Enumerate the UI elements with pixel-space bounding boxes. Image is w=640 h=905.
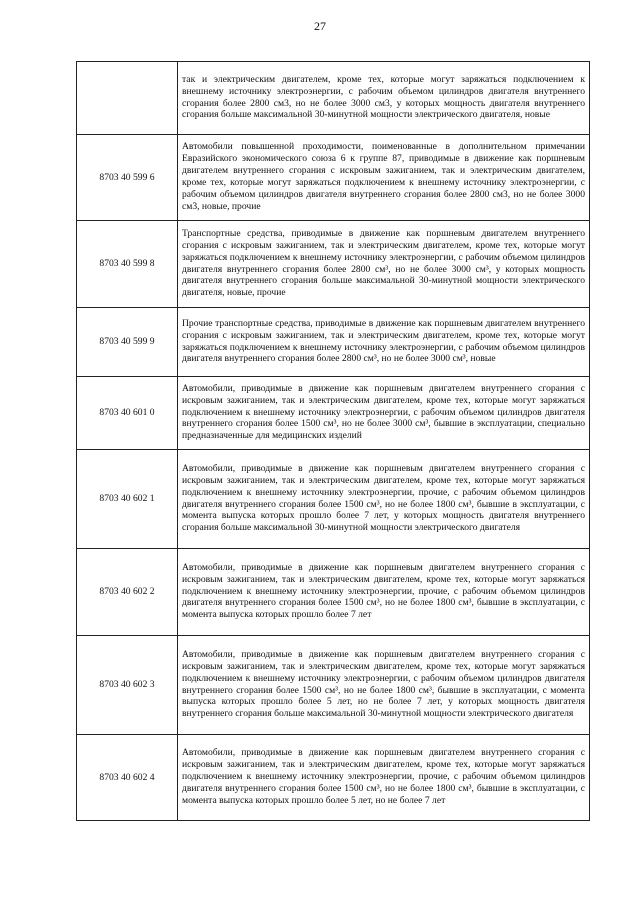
page-number: 27	[314, 19, 326, 33]
tariff-code-cell: 8703 40 602 2	[77, 549, 178, 636]
table-row	[77, 377, 590, 450]
table-row	[77, 135, 590, 221]
tariff-code-cell: 8703 40 599 6	[77, 135, 178, 221]
tariff-code-cell: 8703 40 599 8	[77, 221, 178, 308]
description-cell: Автомобили, приводимые в движение как поршневым двигателем внутреннего сгорания с искровым зажиганием, так и электрическим двигателем, кроме тех, которые могут заряжаться подключением к внешнему источнику электроэнергии, с рабочим объемом цилиндров двигателя внутреннего сгорания более 1500 см³, но не более 1800 см³, бывшие в эксплуатации, с момента выпуска которых прошло более 5 лет, но не более 7 лет, у которых мощность двигателя внутреннего сгорания больше максимальной 30-минутной мощности электрического двигателя	[178, 636, 590, 735]
description-cell: Прочие транспортные средства, приводимые в движение как поршневым двигателем внутреннего сгорания с искровым зажиганием, так и электрическим двигателем, кроме тех, которые могут заряжаться подключением к внешнему источнику электроэнергии, с рабочим объемом цилиндров двигателя внутреннего сгорания более 2800 см³, но не более 3000 см³, новые	[178, 308, 590, 377]
tariff-code-cell: 8703 40 602 4	[77, 735, 178, 821]
tariff-code-cell	[77, 62, 178, 135]
description-cell: Автомобили, приводимые в движение как поршневым двигателем внутреннего сгорания с искровым зажиганием, так и электрическим двигателем, кроме тех, которые могут заряжаться подключением к внешнему источнику электроэнергии, прочие, с рабочим объемом цилиндров двигателя внутреннего сгорания более 1500 см³, но не более 1800 см³, бывшие в эксплуатации, с момента выпуска которых прошло более 7 лет	[178, 549, 590, 636]
table-row	[77, 549, 590, 636]
tariff-code-cell: 8703 40 602 1	[77, 450, 178, 549]
description-cell: так и электрическим двигателем, кроме тех, которые могут заряжаться подключением к внешнему источнику электроэнергии, с рабочим объемом цилиндров двигателя внутреннего сгорания более 2800 см3, но не более 3000 см3, у которых мощность двигателя внутреннего сгорания больше максимальной 30-минутной мощности электрического двигателя, новые	[178, 62, 590, 135]
tariff-code-cell: 8703 40 599 9	[77, 308, 178, 377]
table-row	[77, 735, 590, 821]
tariff-code-cell: 8703 40 601 0	[77, 377, 178, 450]
table-row	[77, 221, 590, 308]
table-row	[77, 450, 590, 549]
table-row	[77, 62, 590, 135]
description-cell: Транспортные средства, приводимые в движение как поршневым двигателем внутреннего сгорания с искровым зажиганием, так и электрическим двигателем, кроме тех, которые могут заряжаться подключением к внешнему источнику электроэнергии, с рабочим объемом цилиндров двигателя внутреннего сгорания более 2800 см³, но не более 3000 см³, у которых мощность двигателя внутреннего сгорания больше максимальной 30-минутной мощности электрического двигателя, новые, прочие	[178, 221, 590, 308]
description-cell: Автомобили, приводимые в движение как поршневым двигателем внутреннего сгорания с искровым зажиганием, так и электрическим двигателем, кроме тех, которые могут заряжаться подключением к внешнему источнику электроэнергии, прочие, с рабочим объемом цилиндров двигателя внутреннего сгорания более 1500 см³, но не более 1800 см³, бывшие в эксплуатации, с момента выпуска которых прошло более 5 лет, но не более 7 лет	[178, 735, 590, 821]
tariff-codes-table	[76, 61, 590, 821]
tariff-code-cell: 8703 40 602 3	[77, 636, 178, 735]
description-cell: Автомобили, приводимые в движение как поршневым двигателем внутреннего сгорания с искровым зажиганием, так и электрическим двигателем, кроме тех, которые могут заряжаться подключением к внешнему источнику электроэнергии, с рабочим объемом цилиндров двигателя внутреннего сгорания более 1500 см³, но не более 3000 см³, бывшие в эксплуатации, специально предназначенные для медицинских изделий	[178, 377, 590, 450]
table-row	[77, 636, 590, 735]
description-cell: Автомобили повышенной проходимости, поименованные в дополнительном примечании Евразийского экономического союза 6 к группе 87, приводимые в движение как поршневым двигателем внутреннего сгорания с искровым зажиганием, так и электрическим двигателем, кроме тех, которые могут заряжаться подключением к внешнему источнику электроэнергии, с рабочим объемом цилиндров двигателя внутреннего сгорания более 2800 см3, но не более 3000 см3, новые, прочие	[178, 135, 590, 221]
description-cell: Автомобили, приводимые в движение как поршневым двигателем внутреннего сгорания с искровым зажиганием, так и электрическим двигателем, кроме тех, которые могут заряжаться подключением к внешнему источнику электроэнергии, прочие, с рабочим объемом цилиндров двигателя внутреннего сгорания более 1500 см³, но не более 1800 см³, бывшие в эксплуатации, с момента выпуска которых прошло более 7 лет, у которых мощность двигателя внутреннего сгорания больше максимальной 30-минутной мощности электрического двигателя	[178, 450, 590, 549]
table-row	[77, 308, 590, 377]
